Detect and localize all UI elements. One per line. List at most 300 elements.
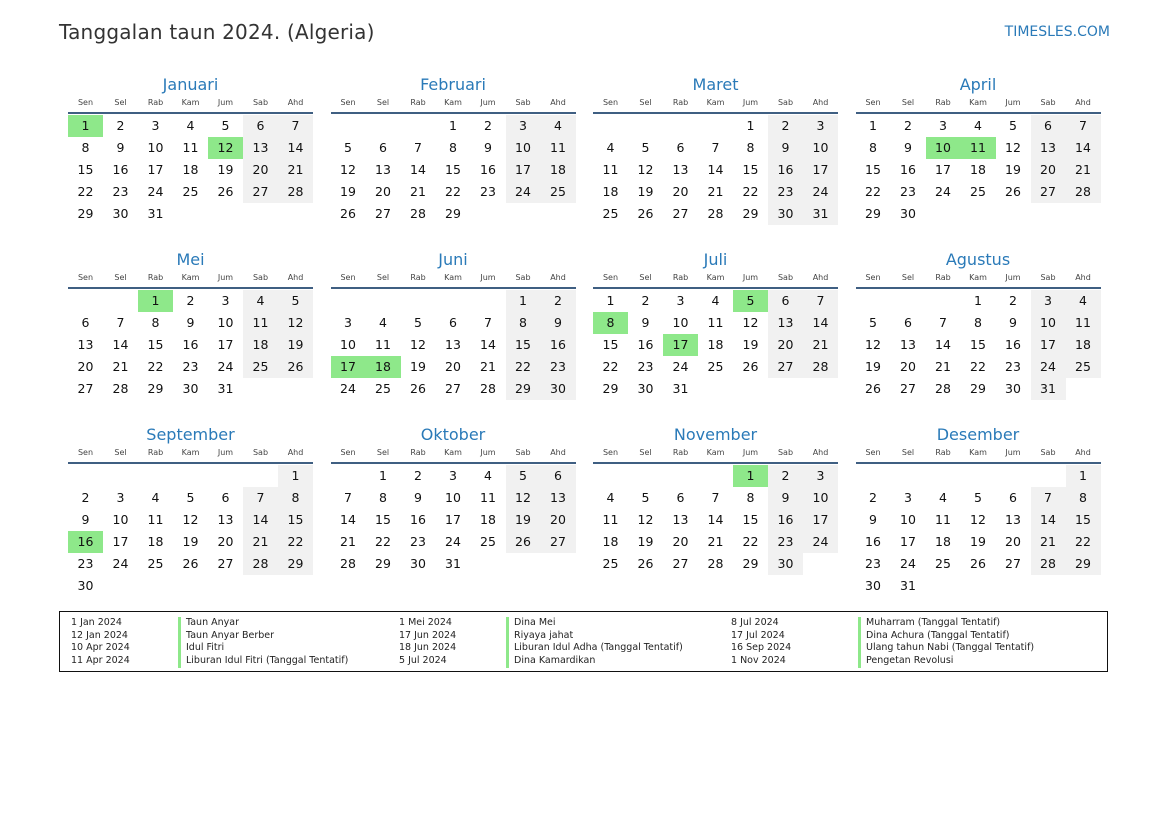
day-cell: 10 [1031, 312, 1066, 334]
holiday-day-cell: 17 [663, 334, 698, 356]
empty-cell [593, 465, 628, 487]
day-cell: 21 [112, 359, 129, 374]
month-name: Desember [936, 425, 1020, 444]
weekday-label: Rab [147, 273, 164, 282]
day-cell: 4 [541, 115, 576, 137]
day-cell: 16 [541, 334, 576, 356]
empty-cell [593, 115, 628, 137]
weekday-label: Kam [969, 273, 987, 282]
weekday-label: Sel [639, 448, 652, 457]
weekday-label: Sel [114, 273, 127, 282]
day-cell: 25 [243, 356, 278, 378]
weekday-label: Jum [217, 98, 234, 107]
day-cell: 26 [278, 356, 313, 378]
day-cell: 22 [742, 534, 759, 549]
day-cell: 27 [672, 556, 689, 571]
weekday-header [331, 96, 576, 110]
month-name: Mei [176, 250, 205, 269]
brand-link[interactable]: TIMESLES.COM [1004, 24, 1110, 40]
weekday-label: Sab [515, 448, 531, 457]
day-cell: 15 [970, 337, 986, 352]
month-name: Oktober [420, 425, 486, 444]
day-cell: 27 [672, 206, 689, 221]
day-cell: 20 [1031, 159, 1066, 181]
day-cell: 16 [768, 159, 803, 181]
day-cell: 10 [112, 512, 129, 527]
weekday-label: Sel [376, 448, 390, 457]
day-cell: 20 [217, 534, 234, 549]
day-cell: 28 [243, 553, 278, 575]
day-cell: 9 [541, 312, 576, 334]
weekday-label: Sen [77, 273, 94, 282]
day-cell: 19 [506, 509, 541, 531]
day-cell: 2 [904, 118, 912, 133]
empty-cell [698, 115, 733, 137]
day-cell: 5 [869, 315, 877, 330]
month-divider [856, 287, 1101, 289]
day-cell: 26 [742, 359, 759, 374]
day-cell: 17 [147, 162, 164, 177]
legend-name-column [178, 617, 348, 668]
legend-date-column [71, 617, 130, 668]
day-cell: 27 [1005, 556, 1021, 571]
month-name: Januari [162, 75, 219, 94]
weekday-label: Kam [706, 448, 725, 457]
day-cell: 12 [865, 337, 881, 352]
day-cell: 25 [182, 184, 199, 199]
day-cell: 14 [935, 337, 951, 352]
day-cell: 29 [278, 553, 313, 575]
day-cell: 11 [707, 315, 724, 330]
day-cell: 9 [186, 315, 195, 330]
day-cell: 3 [221, 293, 230, 308]
day-cell: 29 [77, 206, 94, 221]
day-cell: 9 [869, 512, 877, 527]
day-cell: 4 [939, 490, 947, 505]
day-cell: 7 [344, 490, 352, 505]
weekday-header [593, 271, 838, 285]
day-cell: 16 [410, 512, 426, 527]
day-cell: 25 [935, 556, 951, 571]
day-cell: 29 [445, 206, 461, 221]
weekday-label: Ahd [1075, 273, 1091, 282]
day-cell: 15 [1066, 509, 1101, 531]
day-cell: 15 [602, 337, 619, 352]
month-november [593, 424, 838, 599]
weekday-label: Sen [77, 98, 94, 107]
day-cell: 30 [182, 381, 199, 396]
weekday-label: Sen [340, 448, 356, 457]
day-cell: 13 [672, 512, 689, 527]
day-cell: 24 [217, 359, 234, 374]
day-cell: 6 [1031, 115, 1066, 137]
month-divider [593, 112, 838, 114]
day-cell: 1 [606, 293, 615, 308]
day-cell: 24 [506, 181, 541, 203]
month-name: Maret [692, 75, 739, 94]
day-cell: 26 [340, 206, 356, 221]
day-cell: 17 [217, 337, 234, 352]
day-cell: 11 [147, 512, 164, 527]
legend-date: 5 Jul 2024 [399, 655, 447, 667]
day-cell: 27 [77, 381, 94, 396]
day-cell: 29 [742, 556, 759, 571]
day-cell: 17 [935, 162, 951, 177]
day-cell: 17 [506, 159, 541, 181]
day-cell: 7 [116, 315, 125, 330]
day-cell: 6 [768, 290, 803, 312]
empty-cell [331, 115, 366, 137]
day-cell: 13 [672, 162, 689, 177]
weekday-header [856, 446, 1101, 460]
day-cell: 9 [768, 487, 803, 509]
weekday-label: Jum [217, 273, 234, 282]
weekday-label: Kam [181, 273, 200, 282]
weekday-label: Kam [444, 98, 462, 107]
day-cell: 8 [1066, 487, 1101, 509]
day-cell: 11 [243, 312, 278, 334]
holiday-day-cell: 1 [68, 115, 103, 137]
day-cell: 14 [243, 509, 278, 531]
day-cell: 25 [602, 206, 619, 221]
weekday-header [856, 96, 1101, 110]
weekday-header [68, 446, 313, 460]
holiday-day-cell: 17 [331, 356, 366, 378]
day-cell: 10 [147, 140, 164, 155]
day-cell: 23 [865, 556, 881, 571]
empty-cell [173, 465, 208, 487]
month-name: Juli [703, 250, 728, 269]
legend-date-column [731, 617, 791, 668]
day-cell: 30 [541, 378, 576, 400]
day-cell: 27 [900, 381, 916, 396]
weekday-header [856, 271, 1101, 285]
day-cell: 6 [81, 315, 90, 330]
day-cell: 23 [112, 184, 129, 199]
day-cell: 26 [506, 531, 541, 553]
day-cell: 20 [900, 359, 916, 374]
weekday-label: Jum [1005, 273, 1021, 282]
legend-holiday-name: Dina Mei [506, 617, 683, 630]
day-cell: 30 [900, 206, 916, 221]
day-cell: 23 [900, 184, 916, 199]
empty-cell [68, 465, 103, 487]
day-cell: 25 [1066, 356, 1101, 378]
day-cell: 14 [278, 137, 313, 159]
day-cell: 23 [1005, 359, 1021, 374]
day-cell: 8 [379, 490, 387, 505]
day-cell: 24 [445, 534, 461, 549]
day-cell: 11 [541, 137, 576, 159]
day-cell: 16 [900, 162, 916, 177]
day-cell: 17 [803, 509, 838, 531]
weekday-label: Kam [706, 98, 725, 107]
empty-cell [366, 290, 401, 312]
day-cell: 26 [217, 184, 234, 199]
day-cell: 23 [637, 359, 654, 374]
day-cell: 28 [707, 206, 724, 221]
day-cell: 6 [1009, 490, 1017, 505]
day-cell: 11 [1066, 312, 1101, 334]
day-cell: 19 [970, 534, 986, 549]
day-cell: 27 [1031, 181, 1066, 203]
weekday-label: Rab [410, 273, 426, 282]
weekday-label: Kam [969, 448, 987, 457]
day-cell: 29 [865, 206, 881, 221]
day-cell: 2 [869, 490, 877, 505]
day-cell: 5 [974, 490, 982, 505]
day-cell: 9 [414, 490, 422, 505]
day-cell: 13 [243, 137, 278, 159]
holiday-legend [59, 611, 1108, 672]
empty-cell [926, 465, 961, 487]
legend-holiday-name: Dina Kamardikan [506, 655, 683, 668]
weekday-label: Jum [480, 273, 496, 282]
weekday-label: Kam [181, 448, 200, 457]
day-cell: 27 [217, 556, 234, 571]
day-cell: 22 [278, 531, 313, 553]
legend-date: 1 Nov 2024 [731, 655, 786, 667]
day-cell: 11 [182, 140, 199, 155]
day-cell: 18 [1066, 334, 1101, 356]
day-cell: 19 [340, 184, 356, 199]
weekday-label: Jum [480, 98, 496, 107]
holiday-day-cell: 1 [138, 290, 173, 312]
day-cell: 13 [77, 337, 94, 352]
day-cell: 26 [637, 556, 654, 571]
day-cell: 11 [602, 162, 619, 177]
legend-holiday-name: Pengetan Revolusi [858, 655, 1034, 668]
day-cell: 18 [243, 334, 278, 356]
day-cell: 18 [970, 162, 986, 177]
day-cell: 12 [278, 312, 313, 334]
month-divider [68, 112, 313, 114]
weekday-label: Ahd [550, 448, 566, 457]
day-cell: 13 [1031, 137, 1066, 159]
day-cell: 9 [904, 140, 912, 155]
day-cell: 28 [1031, 553, 1066, 575]
empty-cell [996, 465, 1031, 487]
day-cell: 8 [746, 140, 755, 155]
day-cell: 12 [970, 512, 986, 527]
day-cell: 7 [278, 115, 313, 137]
day-cell: 18 [182, 162, 199, 177]
day-cell: 26 [1005, 184, 1021, 199]
weekday-label: Jum [217, 448, 234, 457]
legend-holiday-name: Riyaya jahat [506, 630, 683, 643]
day-cell: 3 [344, 315, 352, 330]
month-name: Juni [438, 250, 468, 269]
day-cell: 27 [243, 181, 278, 203]
day-cell: 28 [707, 556, 724, 571]
day-cell: 20 [672, 184, 689, 199]
day-cell: 6 [221, 490, 230, 505]
day-cell: 2 [414, 468, 422, 483]
day-cell: 1 [449, 118, 457, 133]
day-cell: 22 [445, 184, 461, 199]
day-cell: 1 [506, 290, 541, 312]
day-cell: 20 [445, 359, 461, 374]
day-cell: 10 [672, 315, 689, 330]
weekday-label: Sen [340, 273, 356, 282]
day-cell: 30 [77, 578, 94, 593]
day-cell: 19 [182, 534, 199, 549]
day-cell: 4 [711, 293, 720, 308]
day-cell: 2 [541, 290, 576, 312]
day-cell: 29 [602, 381, 619, 396]
day-cell: 2 [484, 118, 492, 133]
day-cell: 26 [410, 381, 426, 396]
month-name: November [673, 425, 758, 444]
day-cell: 30 [1005, 381, 1021, 396]
day-cell: 12 [637, 512, 654, 527]
day-cell: 8 [506, 312, 541, 334]
day-cell: 8 [81, 140, 90, 155]
legend-holiday-name: Dina Achura (Tanggal Tentatif) [858, 630, 1034, 643]
month-divider [68, 287, 313, 289]
weekday-label: Ahd [287, 273, 304, 282]
day-cell: 4 [379, 315, 387, 330]
weekday-label: Rab [147, 98, 164, 107]
day-cell: 17 [112, 534, 129, 549]
day-cell: 27 [445, 381, 461, 396]
day-grid [593, 115, 838, 225]
month-juli [593, 249, 838, 424]
holiday-day-cell: 18 [366, 356, 401, 378]
weekday-label: Rab [672, 98, 689, 107]
empty-cell [331, 290, 366, 312]
day-cell: 28 [935, 381, 951, 396]
weekday-label: Sab [515, 273, 531, 282]
day-cell: 11 [375, 337, 391, 352]
day-cell: 30 [637, 381, 654, 396]
day-cell: 28 [480, 381, 496, 396]
calendar-grid [68, 74, 1101, 599]
day-cell: 1 [746, 118, 755, 133]
day-cell: 5 [641, 490, 650, 505]
day-cell: 17 [900, 534, 916, 549]
day-cell: 2 [81, 490, 90, 505]
day-cell: 25 [707, 359, 724, 374]
empty-cell [856, 290, 891, 312]
day-cell: 28 [1066, 181, 1101, 203]
day-cell: 5 [278, 290, 313, 312]
day-cell: 23 [768, 181, 803, 203]
month-april [856, 74, 1101, 249]
holiday-day-cell: 8 [593, 312, 628, 334]
day-cell: 10 [803, 487, 838, 509]
day-cell: 13 [900, 337, 916, 352]
legend-date: 1 Mei 2024 [399, 617, 452, 628]
day-cell: 14 [1031, 509, 1066, 531]
weekday-label: Sen [865, 273, 881, 282]
day-cell: 7 [711, 140, 720, 155]
month-desember [856, 424, 1101, 599]
weekday-label: Ahd [550, 273, 566, 282]
empty-cell [331, 465, 366, 487]
legend-date: 16 Sep 2024 [731, 642, 792, 654]
day-cell: 29 [147, 381, 164, 396]
day-grid [856, 465, 1101, 597]
day-cell: 12 [742, 315, 759, 330]
month-oktober [331, 424, 576, 599]
day-grid [68, 115, 313, 225]
day-cell: 7 [939, 315, 947, 330]
day-cell: 21 [1066, 159, 1101, 181]
day-cell: 23 [541, 356, 576, 378]
weekday-label: Jum [1005, 448, 1021, 457]
day-cell: 10 [217, 315, 234, 330]
day-cell: 5 [1009, 118, 1017, 133]
day-cell: 13 [541, 487, 576, 509]
weekday-label: Sel [901, 98, 915, 107]
day-cell: 27 [541, 531, 576, 553]
day-cell: 20 [672, 534, 689, 549]
day-cell: 28 [410, 206, 426, 221]
day-cell: 21 [410, 184, 426, 199]
day-cell: 1 [379, 468, 387, 483]
weekday-label: Jum [742, 98, 759, 107]
day-cell: 7 [484, 315, 492, 330]
day-cell: 1 [974, 293, 982, 308]
day-cell: 5 [414, 315, 422, 330]
day-cell: 18 [707, 337, 724, 352]
holiday-day-cell: 11 [961, 137, 996, 159]
weekday-label: Kam [969, 98, 987, 107]
day-cell: 15 [147, 337, 164, 352]
weekday-header [331, 271, 576, 285]
legend-holiday-name: Liburan Idul Fitri (Tanggal Tentatif) [178, 655, 348, 668]
day-cell: 3 [904, 490, 912, 505]
empty-cell [436, 290, 471, 312]
day-cell: 25 [147, 556, 164, 571]
day-cell: 29 [506, 378, 541, 400]
weekday-label: Sab [1040, 98, 1056, 107]
day-grid [68, 290, 313, 400]
day-cell: 31 [217, 381, 234, 396]
day-cell: 6 [541, 465, 576, 487]
day-cell: 4 [186, 118, 195, 133]
day-cell: 24 [803, 181, 838, 203]
weekday-label: Sab [252, 273, 269, 282]
month-agustus [856, 249, 1101, 424]
day-cell: 28 [112, 381, 129, 396]
day-cell: 22 [375, 534, 391, 549]
empty-cell [471, 290, 506, 312]
day-cell: 1 [1066, 465, 1101, 487]
day-cell: 4 [974, 118, 982, 133]
weekday-label: Sab [1040, 273, 1056, 282]
day-cell: 23 [768, 531, 803, 553]
day-cell: 6 [676, 490, 685, 505]
day-cell: 16 [637, 337, 654, 352]
weekday-label: Kam [181, 98, 200, 107]
weekday-label: Ahd [812, 448, 829, 457]
day-cell: 24 [900, 556, 916, 571]
weekday-header [331, 446, 576, 460]
day-cell: 19 [637, 534, 654, 549]
day-grid [856, 115, 1101, 225]
day-cell: 19 [1005, 162, 1021, 177]
weekday-label: Jum [742, 273, 759, 282]
weekday-label: Sab [252, 98, 269, 107]
day-grid [68, 465, 313, 597]
weekday-label: Sab [252, 448, 269, 457]
month-divider [68, 462, 313, 464]
weekday-label: Sel [639, 98, 652, 107]
empty-cell [401, 115, 436, 137]
day-cell: 25 [375, 381, 391, 396]
